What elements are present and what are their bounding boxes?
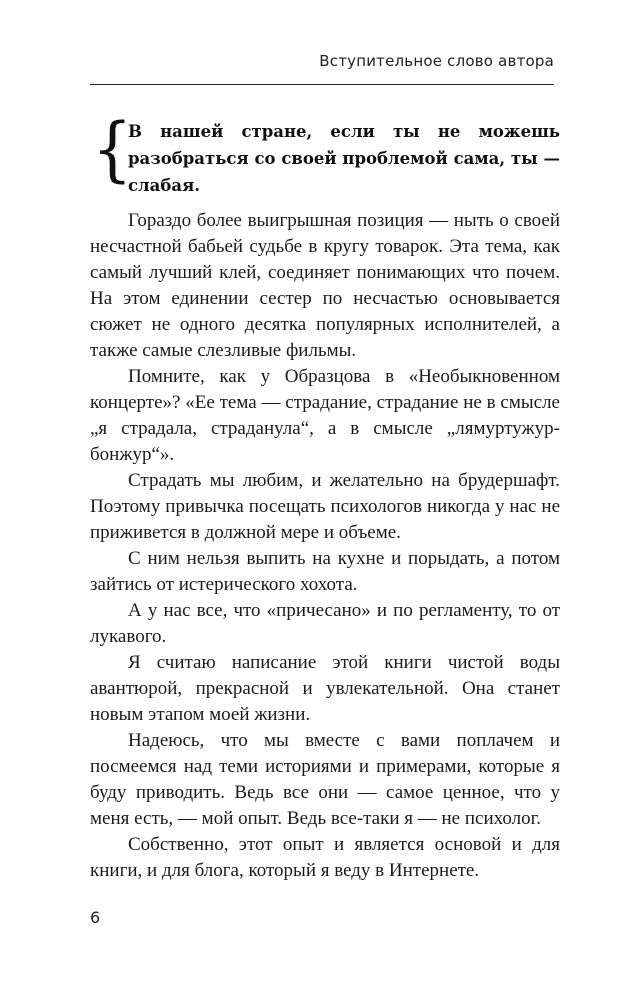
paragraph: С ним нельзя выпить на кухне и порыдать, а потом зайтись от истерического хохота. <box>90 548 560 595</box>
body-text <box>90 208 560 884</box>
paragraph: А у нас все, что «причесано» и по регламенту, то от лукавого. <box>90 600 560 647</box>
paragraph: Надеюсь, что мы вместе с вами поплачем и посмеемся над теми историями и примерами, которые я буду приводить. Ведь все они — самое ценное, что у меня есть, — мой опыт. Ведь все-таки я — не психолог. <box>90 730 560 829</box>
page-number: 6 <box>90 908 101 927</box>
curly-brace-icon: { <box>92 108 133 190</box>
callout-text: В нашей стране, если ты не можешь разобраться со своей проблемой сама, ты — слабая. <box>128 122 560 195</box>
paragraph: Страдать мы любим, и желательно на брудершафт. Поэтому привычка посещать психологов никогда у нас не приживется в должной мере и объеме. <box>90 470 560 543</box>
callout-quote <box>90 108 560 199</box>
header-rule <box>90 84 554 85</box>
paragraph: Помните, как у Образцова в «Необыкновенном концерте»? «Ее тема — страдание, страдание не в смысле „я страдала, страданула“, а в смысле „лямуртужур-бонжур“». <box>90 366 560 465</box>
paragraph: Собственно, этот опыт и является основой и для книги, и для блога, который я веду в Интернете. <box>90 834 560 881</box>
running-head: Вступительное слово автора <box>319 52 554 70</box>
paragraph: Гораздо более выигрышная позиция — ныть о своей несчастной бабьей судьбе в кругу товарок. Эта тема, как самый лучший клей, соединяет понимающих что почем. На этом единении сестер по несчастью основывается сюжет не одного десятка популярных исполнителей, а также самые слезливые фильмы. <box>90 210 560 361</box>
paragraph: Я считаю написание этой книги чистой воды авантюрой, прекрасной и увлекательной. Она станет новым этапом моей жизни. <box>90 652 560 725</box>
